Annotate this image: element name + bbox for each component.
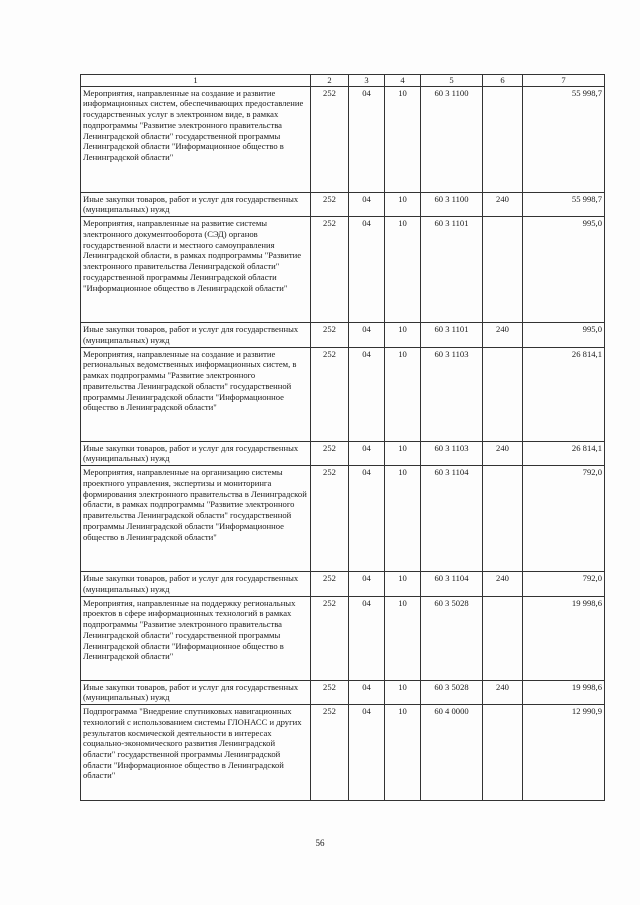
row-name: Мероприятия, направленные на развитие системы электронного документооборота (СЭД) органов государственной власти и местного самоуправления Ленинградской области, в рамках подпрограммы "Развитие электронного правительства Ленинградской области" государственной программы Ленинградской области "Информационное общество в Ленинградской области"	[81, 217, 311, 323]
cell-subsection: 10	[385, 441, 421, 465]
cell-admin: 252	[311, 572, 349, 596]
table-row	[81, 705, 605, 801]
header-cell: 6	[483, 75, 523, 87]
cell-target: 60 3 5028	[421, 596, 483, 680]
cell-target: 60 3 1103	[421, 441, 483, 465]
cell-amount: 12 990,9	[523, 705, 605, 801]
cell-subsection: 10	[385, 466, 421, 572]
cell-type	[483, 347, 523, 441]
row-name: Иные закупки товаров, работ и услуг для государственных (муниципальных) нужд	[81, 441, 311, 465]
cell-type	[483, 217, 523, 323]
cell-section: 04	[349, 705, 385, 801]
cell-amount: 792,0	[523, 466, 605, 572]
header-cell: 2	[311, 75, 349, 87]
cell-type: 240	[483, 192, 523, 216]
cell-admin: 252	[311, 466, 349, 572]
cell-type	[483, 596, 523, 680]
cell-amount: 19 998,6	[523, 680, 605, 704]
cell-subsection: 10	[385, 347, 421, 441]
page-number: 56	[315, 838, 325, 848]
cell-subsection: 10	[385, 323, 421, 347]
cell-admin: 252	[311, 705, 349, 801]
cell-admin: 252	[311, 441, 349, 465]
table-row	[81, 217, 605, 323]
table-row	[81, 572, 605, 596]
cell-section: 04	[349, 86, 385, 192]
header-cell: 1	[81, 75, 311, 87]
cell-target: 60 3 1100	[421, 192, 483, 216]
cell-subsection: 10	[385, 86, 421, 192]
table-row	[81, 596, 605, 680]
table-row	[81, 192, 605, 216]
table-row	[81, 347, 605, 441]
cell-amount: 995,0	[523, 323, 605, 347]
cell-type	[483, 86, 523, 192]
row-name: Иные закупки товаров, работ и услуг для государственных (муниципальных) нужд	[81, 192, 311, 216]
row-name: Иные закупки товаров, работ и услуг для государственных (муниципальных) нужд	[81, 323, 311, 347]
row-name: Мероприятия, направленные на создание и развитие региональных ведомственных информационных систем, в рамках подпрограммы "Развитие электронного правительства Ленинградской области" государственной программы Ленинградской области "Информационное общество в Ленинградской области"	[81, 347, 311, 441]
cell-target: 60 3 1101	[421, 323, 483, 347]
cell-target: 60 4 0000	[421, 705, 483, 801]
header-cell: 5	[421, 75, 483, 87]
cell-amount: 19 998,6	[523, 596, 605, 680]
cell-section: 04	[349, 217, 385, 323]
cell-target: 60 3 5028	[421, 680, 483, 704]
cell-amount: 26 814,1	[523, 441, 605, 465]
cell-type	[483, 705, 523, 801]
cell-target: 60 3 1100	[421, 86, 483, 192]
row-name: Иные закупки товаров, работ и услуг для государственных (муниципальных) нужд	[81, 572, 311, 596]
cell-amount: 26 814,1	[523, 347, 605, 441]
row-name: Мероприятия, направленные на поддержку региональных проектов в сфере информационных технологий в рамках подпрограммы "Развитие электронного правительства Ленинградской области" государственной программы Ленинградской области "Информационное общество в Ленинградской области"	[81, 596, 311, 680]
cell-amount: 995,0	[523, 217, 605, 323]
cell-section: 04	[349, 680, 385, 704]
cell-target: 60 3 1101	[421, 217, 483, 323]
row-name: Подпрограмма "Внедрение спутниковых навигационных технологий с использованием системы ГЛОНАСС и других результатов космической деятельности в интересах социально-экономического развития Ленинградской области" государственной программы Ленинградской области "Информационное общество в Ленинградской области"	[81, 705, 311, 801]
table-header-row	[81, 75, 605, 87]
cell-subsection: 10	[385, 572, 421, 596]
cell-admin: 252	[311, 680, 349, 704]
table-row	[81, 680, 605, 704]
cell-type: 240	[483, 441, 523, 465]
cell-subsection: 10	[385, 596, 421, 680]
cell-section: 04	[349, 596, 385, 680]
cell-type: 240	[483, 680, 523, 704]
table-row	[81, 466, 605, 572]
cell-subsection: 10	[385, 217, 421, 323]
cell-admin: 252	[311, 347, 349, 441]
cell-subsection: 10	[385, 192, 421, 216]
cell-target: 60 3 1104	[421, 572, 483, 596]
cell-section: 04	[349, 347, 385, 441]
cell-section: 04	[349, 466, 385, 572]
cell-section: 04	[349, 323, 385, 347]
budget-table	[80, 74, 605, 801]
cell-subsection: 10	[385, 705, 421, 801]
cell-target: 60 3 1103	[421, 347, 483, 441]
cell-admin: 252	[311, 596, 349, 680]
cell-admin: 252	[311, 192, 349, 216]
cell-type	[483, 466, 523, 572]
row-name: Мероприятия, направленные на организацию системы проектного управления, экспертизы и мониторинга формирования электронного правительства в Ленинградской области, в рамках подпрограммы "Развитие электронного правительства Ленинградской области" государственной программы Ленинградской области "Информационное общество в Ленинградской области"	[81, 466, 311, 572]
table-row	[81, 86, 605, 192]
header-cell: 3	[349, 75, 385, 87]
cell-target: 60 3 1104	[421, 466, 483, 572]
cell-amount: 55 998,7	[523, 86, 605, 192]
cell-section: 04	[349, 441, 385, 465]
cell-section: 04	[349, 572, 385, 596]
table-row	[81, 441, 605, 465]
cell-amount: 792,0	[523, 572, 605, 596]
cell-admin: 252	[311, 217, 349, 323]
row-name: Иные закупки товаров, работ и услуг для государственных (муниципальных) нужд	[81, 680, 311, 704]
header-cell: 7	[523, 75, 605, 87]
cell-admin: 252	[311, 86, 349, 192]
header-cell: 4	[385, 75, 421, 87]
table-row	[81, 323, 605, 347]
cell-subsection: 10	[385, 680, 421, 704]
cell-type: 240	[483, 572, 523, 596]
row-name: Мероприятия, направленные на создание и развитие информационных систем, обеспечивающих предоставление государственных услуг в электронном виде, в рамках подпрограммы "Развитие электронного правительства Ленинградской области" государственной программы Ленинградской области "Информационное общество в Ленинградской области"	[81, 86, 311, 192]
cell-amount: 55 998,7	[523, 192, 605, 216]
cell-section: 04	[349, 192, 385, 216]
cell-admin: 252	[311, 323, 349, 347]
cell-type: 240	[483, 323, 523, 347]
